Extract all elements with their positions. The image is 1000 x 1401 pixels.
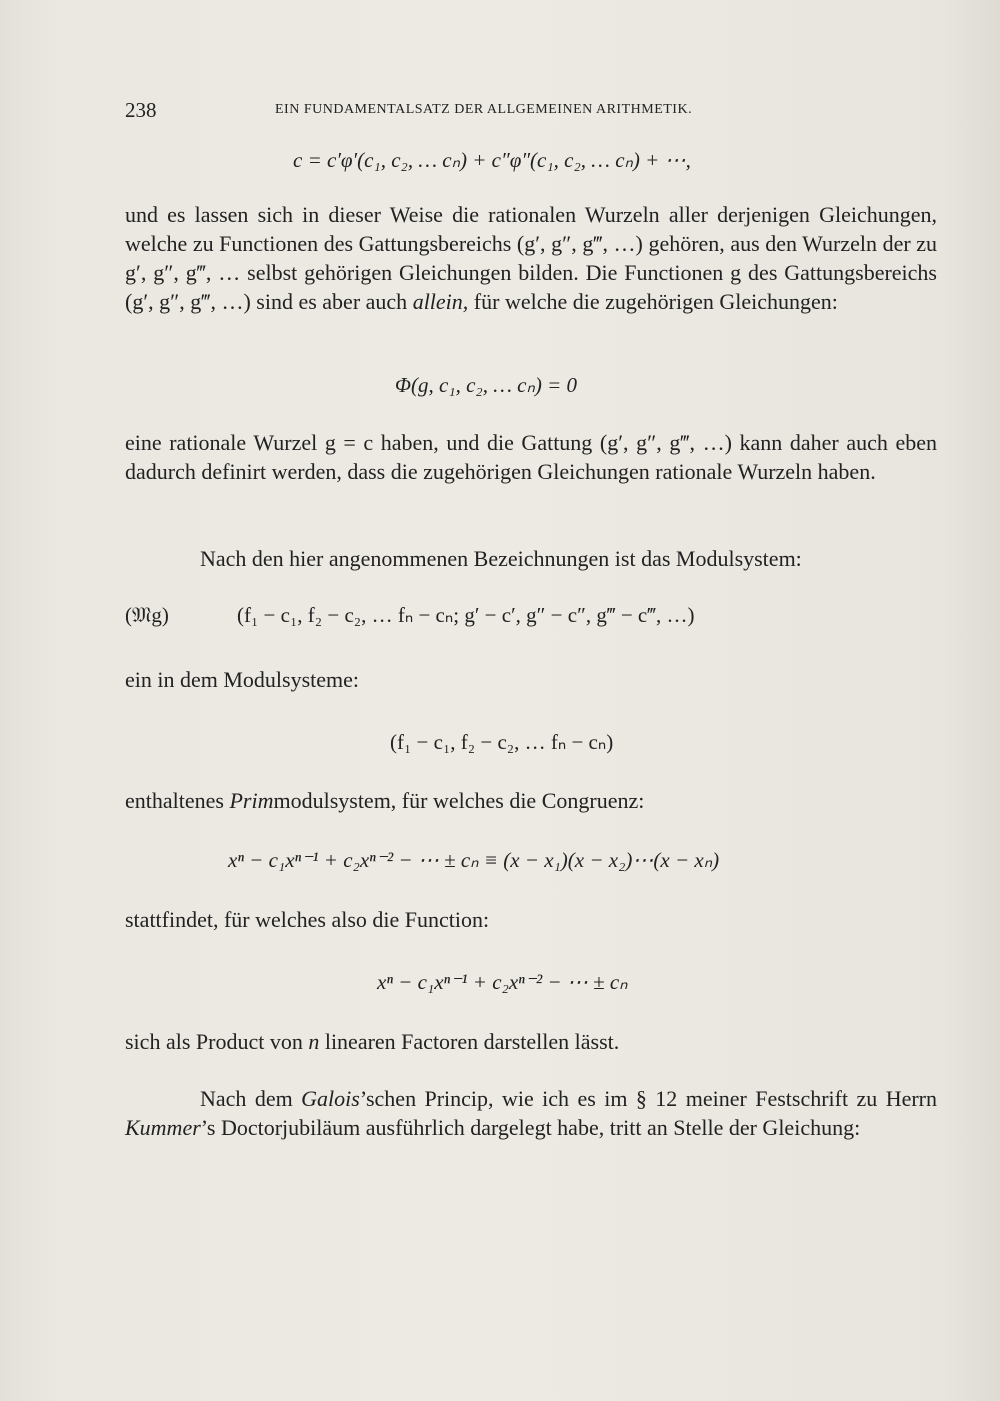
equation-1: c = c′φ′(c₁, c₂, … cₙ) + c″φ″(c₁, c₂, … cₙ) + ⋯, xyxy=(293,148,691,172)
equation-3-label: (𝔐g) xyxy=(125,603,169,627)
paragraph-4-text: ein in dem Modulsysteme: xyxy=(125,667,360,692)
equation-5: xⁿ − c₁xⁿ⁻¹ + c₂xⁿ⁻² − ⋯ ± cₙ ≡ (x − x₁)(x − x₂)⋯(x − xₙ) xyxy=(228,848,720,872)
paragraph-8-c: ’s Doctorjubiläum ausführlich dargelegt habe, tritt an Stelle der Gleichung: xyxy=(200,1115,861,1140)
paragraph-3 xyxy=(125,544,937,573)
paragraph-1 xyxy=(125,200,937,316)
equation-3: (f₁ − c₁, f₂ − c₂, … fₙ − cₙ; g′ − c′, g″ − c″, g‴ − c‴, …) xyxy=(237,603,695,627)
paragraph-2 xyxy=(125,428,937,486)
page-number: 238 xyxy=(125,98,157,122)
paragraph-7-emphasis: n xyxy=(308,1029,320,1054)
equation-4: (f₁ − c₁, f₂ − c₂, … fₙ − cₙ) xyxy=(390,730,614,754)
paragraph-8 xyxy=(125,1084,937,1142)
paragraph-5 xyxy=(125,786,937,815)
paragraph-1-text: und es lassen sich in dieser Weise die rationalen Wurzeln aller derjenigen Gleichungen, welche zu Functionen des Gattungsbereichs (g′, g″, g‴, …) gehören, aus den Wurzeln der zu g′, g″, g‴, … selbst gehörigen Gleichungen bilden. Die Functionen g des Gattungsbereichs (g′, g″, g‴, …) sind es aber auch xyxy=(125,202,937,314)
running-title: EIN FUNDAMENTALSATZ DER ALLGEMEINEN ARITHMETIK. xyxy=(275,102,693,117)
paragraph-8-emphasis-galois: Galois xyxy=(301,1086,360,1111)
paragraph-5-start: enthaltenes xyxy=(125,788,224,813)
equation-2: Φ(g, c₁, c₂, … cₙ) = 0 xyxy=(395,373,577,397)
paragraph-8-b: ’schen Princip, wie ich es im § 12 meiner Festschrift zu Herrn xyxy=(359,1086,938,1111)
paragraph-5-end: modulsystem, für welches die Congruenz: xyxy=(273,788,645,813)
paragraph-6 xyxy=(125,905,937,934)
paragraph-3-text: Nach den hier angenommenen Bezeichnungen ist das Modulsystem: xyxy=(200,546,802,571)
paragraph-5-emphasis: Prim xyxy=(229,788,274,813)
paragraph-7-end: linearen Factoren darstellen lässt. xyxy=(324,1029,620,1054)
paragraph-2-text: eine rationale Wurzel g = c haben, und die Gattung (g′, g″, g‴, …) kann daher auch eben dadurch definirt werden, dass die zugehörigen Gleichungen rationale Wurzeln haben. xyxy=(125,430,937,484)
paragraph-8-emphasis-kummer: Kummer xyxy=(125,1115,201,1140)
paragraph-8-a: Nach dem xyxy=(200,1086,293,1111)
paragraph-7 xyxy=(125,1027,937,1056)
paragraph-4 xyxy=(125,665,937,694)
paragraph-1-end: für welche die zugehörigen Gleichungen: xyxy=(473,289,838,314)
paragraph-1-emphasis: allein, xyxy=(412,289,469,314)
page-header xyxy=(125,98,940,128)
paragraph-7-start: sich als Product von xyxy=(125,1029,303,1054)
equation-6: xⁿ − c₁xⁿ⁻¹ + c₂xⁿ⁻² − ⋯ ± cₙ xyxy=(377,970,628,994)
paragraph-6-text: stattfindet, für welches also die Function: xyxy=(125,907,490,932)
